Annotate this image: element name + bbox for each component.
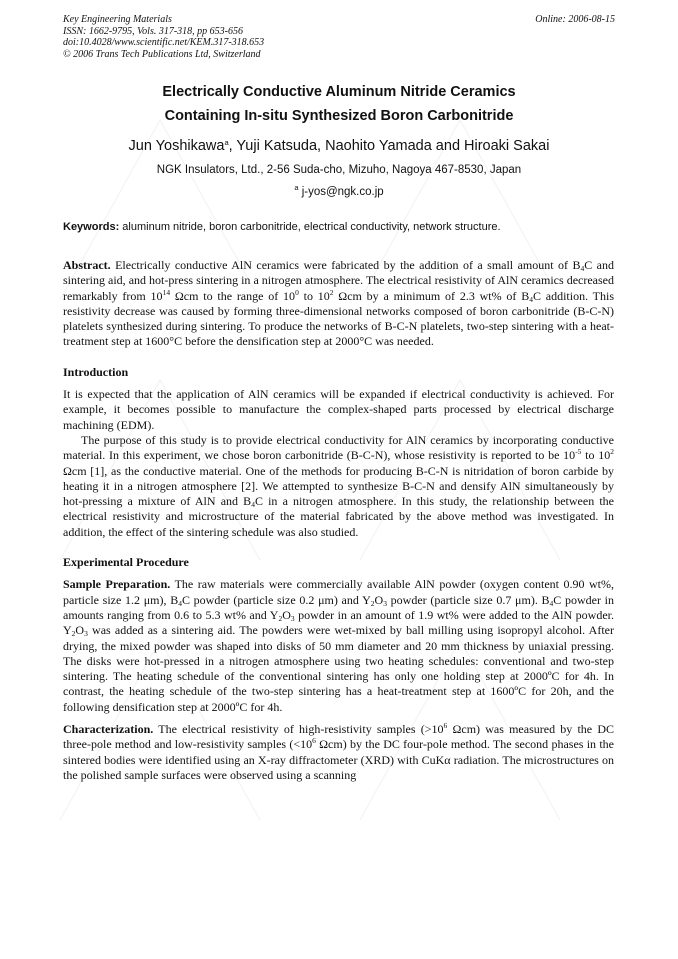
body-text: The raw materials were commercially available AlN powder (oxygen content 0.90 wt%, particle size 1.2 μm), B <box>63 577 614 607</box>
body-text: O <box>282 607 291 622</box>
subscript: 3 <box>290 613 295 623</box>
intro-text: C in a nitrogen atmosphere. In this study, the relationship between the electrical resistivity and microstructure of the material fabricated by the above method was investigated. In addition, the effect of the sintering schedule was also studied. <box>63 494 615 539</box>
superscript: 14 <box>162 287 171 297</box>
intro-paragraph-1: It is expected that the application of AlN ceramics will be expanded if electrical conductivity is achieved. For example, it becomes possible to manufacture the complex-shaped parts processed by electrical discharge machining (EDM). <box>63 387 614 432</box>
abstract-paragraph <box>63 258 614 350</box>
superscript: -5 <box>575 447 582 457</box>
sample-preparation-label: Sample Preparation. <box>63 577 171 592</box>
body-text: Ωcm) by the DC four-pole method. The second phases in the sintered bodies were identified using an X-ray diffractometer (XRD) with CuKα radiation. The microstructures on the polished sample surfaces were observed using a scanning <box>63 737 614 782</box>
paragraph-gap <box>63 715 614 722</box>
superscript: 6 <box>443 721 448 731</box>
body-text: O <box>374 592 384 607</box>
sample-preparation-paragraph <box>63 577 614 715</box>
subscript: 2 <box>370 598 375 608</box>
keywords-label: Keywords: <box>63 221 120 233</box>
intro-paragraph-2 <box>63 433 614 540</box>
subscript: 3 <box>84 629 88 639</box>
characterization-paragraph <box>63 722 614 783</box>
subscript: 4 <box>178 598 182 608</box>
email-mark: a <box>294 183 299 192</box>
body-text: O <box>75 623 85 638</box>
abstract-label: Abstract. <box>63 258 111 272</box>
intro-text: The purpose of this study is to provide electrical conductivity for AlN ceramics by incorporating conductive material. In this experiment, we chose boron carbonitride (B-C-N), whose resistivity is reported to be 10 <box>63 432 614 463</box>
email-line <box>20 183 658 198</box>
abstract-text: C addition. This resistivity decrease was caused by forming three-dimensional networks composed of boron carbonitride (B-C-N) platelets synthesized during sintering. To produce the networks of B-C-N platelets, two-step sintering with a heat-treatment step at 1600°C before the densification step at 2000°C was needed. <box>63 288 615 349</box>
title-line-1: Electrically Conductive Aluminum Nitride Ceramics <box>162 84 516 100</box>
superscript: 0 <box>295 287 299 297</box>
paper-title <box>40 80 638 128</box>
copyright-line: © 2006 Trans Tech Publications Ltd, Switzerland <box>63 48 261 60</box>
author-1-mark: a <box>224 138 229 147</box>
subscript: 4 <box>529 294 533 304</box>
body-text: powder in an amount of 1.9 wt% were added to the AlN powder. Y <box>63 607 614 638</box>
body-text: C powder in amounts ranging from 0.6 to 5.3 wt% and Y <box>63 592 615 622</box>
subscript: 4 <box>580 264 585 273</box>
subscript: 4 <box>251 500 255 510</box>
body-text: The electrical resistivity of high-resistivity samples (>10 <box>153 722 444 737</box>
journal-header <box>63 14 615 60</box>
email-address[interactable]: j-yos@ngk.co.jp <box>301 186 384 198</box>
body-text: C powder (particle size 0.2 μm) and Y <box>181 592 371 607</box>
section-heading-introduction: Introduction <box>63 364 129 379</box>
superscript: 2 <box>610 447 614 457</box>
author-list <box>20 138 658 154</box>
doi-line: doi:10.4028/www.scientific.net/KEM.317-318.653 <box>63 37 265 48</box>
affiliation: NGK Insulators, Ltd., 2-56 Suda-cho, Mizuho, Nagoya 467-8530, Japan <box>156 164 522 176</box>
intro-text: Ωcm [1], as the conductive material. One of the methods for producing B-C-N is nitridation of boron carbide by heating it in a nitrogen atmosphere [2]. We attempted to synthesize B-C-N and densify AlN simultaneously by hot-pressing a mixture of AlN and B <box>63 463 614 509</box>
author-list-rest: , Yuji Katsuda, Naohito Yamada and Hiroaki Sakai <box>228 138 550 154</box>
online-date: Online: 2006-08-15 <box>535 14 615 25</box>
body-text: powder (particle size 0.7 μm). B <box>386 592 550 607</box>
title-line-2: Containing In-situ Synthesized Boron Carbonitride <box>164 108 514 124</box>
abstract-text: Electrically conductive AlN ceramics were fabricated by the addition of a small amount of B <box>110 258 581 272</box>
body-text: Ωcm) was measured by the DC three-pole method and low-resistivity samples (<10 <box>63 722 614 752</box>
abstract-text: to 10 <box>298 288 330 303</box>
abstract-text: C and sintering aid, and hot-press sintering in a nitrogen atmosphere. The electrical resistivity of AlN ceramics decreased remarkably from 10 <box>63 258 614 303</box>
keywords <box>63 221 615 233</box>
superscript: 6 <box>312 736 316 746</box>
subscript: 2 <box>71 629 76 639</box>
intro-text: to 10 <box>581 448 611 463</box>
characterization-label: Characterization. <box>63 722 154 737</box>
journal-name: Key Engineering Materials <box>63 14 172 25</box>
superscript: 2 <box>329 287 334 297</box>
section-heading-experimental: Experimental Procedure <box>63 555 189 570</box>
body-text: was added as a sintering aid. The powders were wet-mixed by ball milling using isopropyl alcohol. After drying, the mixed powder was shaped into disks of 50 mm diameter and 20 mm thickness by uniaxial pressing. The disks were hot-pressed in a nitrogen atmosphere using two heating schedules: conventional and two-step sintering. The heating schedule of the conventional sintering has only one holding step at 2000ºC for 4h. In contrast, the heating schedule of the two-step sintering has a heat-treatment step at 1600ºC for 20h, and the following densification step at 2000ºC for 4h. <box>63 623 614 714</box>
subscript: 3 <box>383 598 387 608</box>
author-1-name: Jun Yoshikawa <box>128 138 225 154</box>
abstract-text: Ωcm to the range of 10 <box>170 288 296 303</box>
abstract-text: Ωcm by a minimum of 2.3 wt% of B <box>333 288 530 303</box>
subscript: 4 <box>549 598 554 608</box>
article-body <box>63 258 614 783</box>
keywords-text: aluminum nitride, boron carbonitride, electrical conductivity, network structure. <box>119 221 501 233</box>
subscript: 2 <box>278 613 283 623</box>
issn-line: ISSN: 1662-9795, Vols. 317-318, pp 653-656 <box>63 25 243 37</box>
